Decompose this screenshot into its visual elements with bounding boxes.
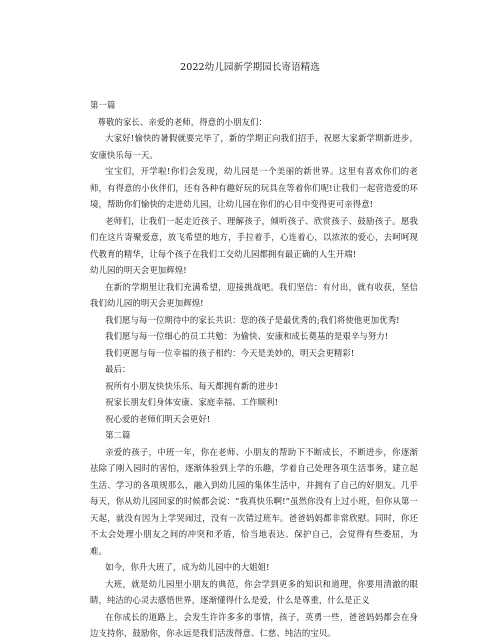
document-title: 2022幼儿园新学期园长寄语精选 [180,62,320,73]
paragraph: 我们更愿与每一位幸福的孩子相约：今天是美妙的，明天会更精彩! [105,347,355,358]
paragraph: 幼儿园的明天会更加辉煌! [90,265,187,275]
paragraph: 祝心爱的老师们明天会更好! [105,413,211,424]
paragraph: 宝宝们，开学啦!你们会发现，幼儿园是一个美丽的新世界。这里有喜欢你们的老师，有得意的小伙伴们，还有各种有趣好玩的玩具在等着你们呢!让我们一起营造爱的环境，帮助你们愉快的走进幼儿园，让幼儿园在你们的心目中变得更可亲得意! [90,166,418,209]
paragraph: 祝家长朋友们身体安康、家庭幸福、工作顺利! [105,397,279,407]
paragraph: 老师们，让我们一起走近孩子、理解孩子，倾听孩子、欣赏孩子、鼓励孩子。愿我们在这片寄聚爱意，放飞希望的地方，手拉着手，心连着心，以浓浓的爱心，去呵呵现代教育的精华，让每个孩子在我们工交幼儿园都拥有最正确的人生开端! [90,215,418,259]
section-heading: 第一篇 [90,100,116,110]
paragraph: 大班，就是幼儿园里小朋友的典范，你会学到更多的知识和道理，你要用清澈的眼睛，纯洁的心灵去感悟世界，逐渐懂得什么是爱，什么是尊重，什么是正义 [90,578,418,605]
paragraph: 我们愿与每一位细心的员工共勉：为偷快、安康和成长奠基的是艰辛与努力! [105,331,389,341]
paragraph: 在你成长的道路上，会发生许许多多的事情，孩子，英勇一些，爸爸妈妈都会在身边支持你，鼓励你，你永远是我们活泼得意、仁慈、纯洁的宝贝。 [90,611,418,638]
paragraph: 最后： [105,364,131,374]
paragraph: 在新的学期里让我们充满希望，迎接挑战吧。我们坚信：有付出，就有收获，坚信我们幼儿园的明天会更加辉煌! [90,281,418,308]
paragraph: 大家好!愉快的暑假就要完毕了，新的学期正向我们招手，祝愿大家新学期新进步，安康快乐每一天。 [90,133,418,160]
section-heading: 第二篇 [105,430,131,440]
document-body [90,97,418,642]
paragraph: 我们愿与每一位期待中的家长共识：您的孩子是最优秀的;我们将使他更加优秀! [105,314,400,325]
salutation: 尊敬的家长、亲爱的老师，得意的小朋友们： [97,116,268,127]
paragraph: 如今，你升大班了，成为幼儿园中的大姐姐! [105,562,270,572]
paragraph: 亲爱的孩子，中班一年，你在老师、小朋友的帮助下不断成长，不断进步，你逐渐祛除了刚入园时的害怕，逐渐体验到上学的乐趣，学着自己处理各项生活事务，建立起生活、学习的各项规那么，融入到幼儿园的集体生活中，并拥有了自己的好朋友。几乎每天，你从幼儿园回家的时候都会说：“我真快乐啊!”虽然你没有上过小班，但你从第一天起，就没有因为上学哭闹过，没有一次错过班车。爸爸妈妈都非常欣慰。同时，你还不太会处理小朋友之间的冲突和矛盾，恰当地表达、保护自己，会觉得有些委屈，为难。 [90,446,418,556]
paragraph: 祝所有小朋友快快乐乐、每天都拥有新的进步! [105,380,279,391]
